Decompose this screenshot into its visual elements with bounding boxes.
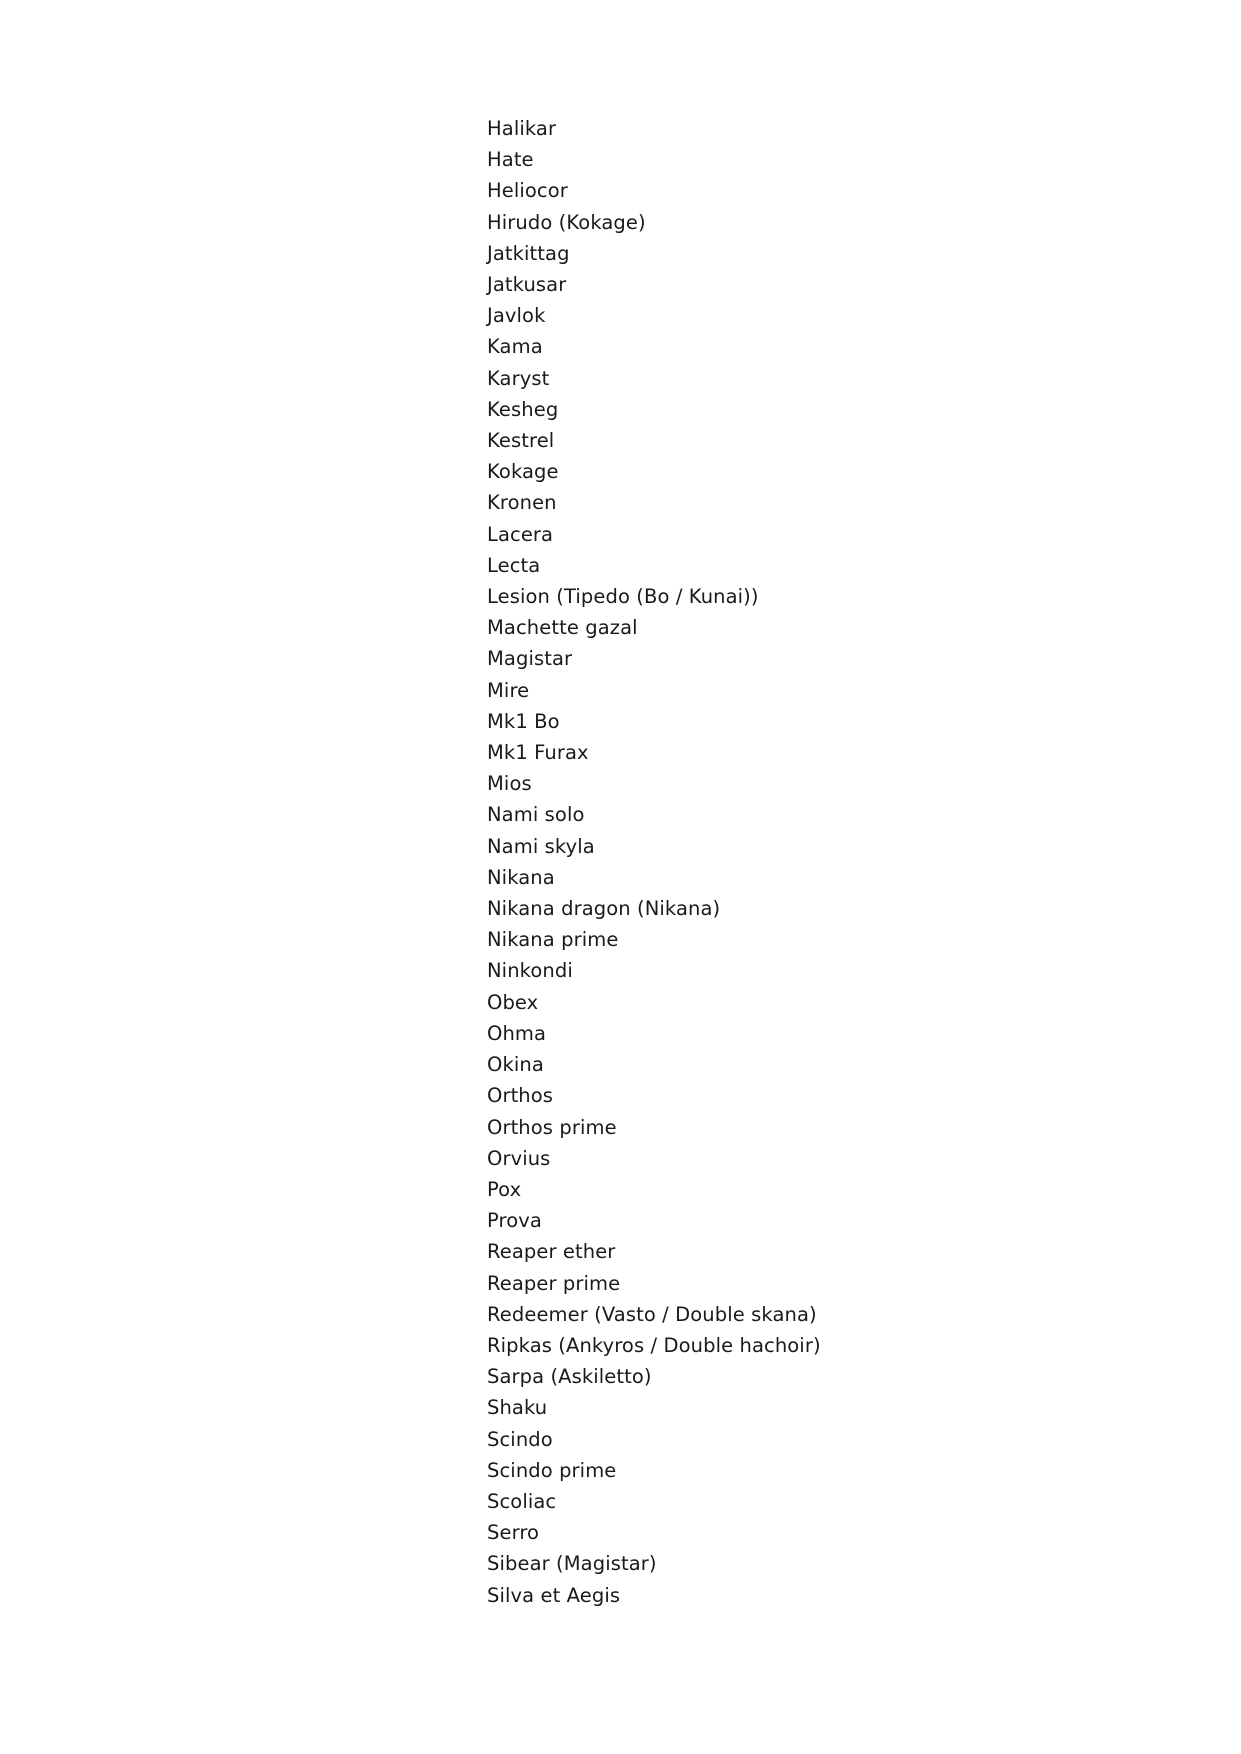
list-item: Scindo prime <box>487 1458 617 1482</box>
list-item: Lacera <box>487 522 554 546</box>
list-item: Mire <box>487 678 530 702</box>
list-item: Jatkusar <box>487 273 567 297</box>
list-item: Karyst <box>487 366 550 390</box>
list-item: Reaper ether <box>487 1240 616 1264</box>
list-item: Heliocor <box>487 179 568 203</box>
list-item: Sarpa (Askiletto) <box>487 1365 652 1389</box>
list-item: Halikar <box>487 117 557 140</box>
list-item: Silva et Aegis <box>487 1583 621 1607</box>
list-item: Magistar <box>487 647 573 671</box>
list-item: Jatkittag <box>487 241 570 265</box>
list-item: Orthos <box>487 1084 554 1108</box>
list-item: Orthos prime <box>487 1115 617 1139</box>
list-item: Scoliac <box>487 1489 557 1513</box>
list-item: Ripkas (Ankyros / Double hachoir) <box>487 1333 821 1357</box>
list-item: Lecta <box>487 553 541 577</box>
list-item: Nikana dragon (Nikana) <box>487 897 721 921</box>
list-item: Mk1 Furax <box>487 741 589 765</box>
list-item: Javlok <box>487 304 546 328</box>
list-item: Obex <box>487 990 539 1014</box>
list-item: Mk1 Bo <box>487 709 560 733</box>
list-item: Prova <box>487 1209 542 1233</box>
list-item: Nami skyla <box>487 834 595 858</box>
list-item: Hate <box>487 148 534 172</box>
list-item: Lesion (Tipedo (Bo / Kunai)) <box>487 585 759 609</box>
weapon-list <box>487 113 1147 1611</box>
list-item: Machette gazal <box>487 616 638 640</box>
list-item: Serro <box>487 1521 540 1545</box>
list-item: Kokage <box>487 460 559 484</box>
list-item: Ohma <box>487 1021 547 1045</box>
list-item: Okina <box>487 1053 544 1077</box>
list-item: Pox <box>487 1177 522 1201</box>
list-item: Kesheg <box>487 397 559 421</box>
list-item: Nami solo <box>487 803 585 827</box>
list-item: Orvius <box>487 1146 551 1170</box>
list-item: Shaku <box>487 1396 548 1420</box>
list-item: Hirudo (Kokage) <box>487 210 646 234</box>
list-item: Kronen <box>487 491 557 515</box>
list-item: Scindo <box>487 1427 553 1451</box>
list-item: Reaper prime <box>487 1271 621 1295</box>
list-item: Nikana <box>487 865 555 889</box>
list-item: Nikana prime <box>487 928 619 952</box>
list-item: Kestrel <box>487 429 555 453</box>
list-item: Sibear (Magistar) <box>487 1552 657 1576</box>
list-item: Redeemer (Vasto / Double skana) <box>487 1302 817 1326</box>
list-item: Mios <box>487 772 532 796</box>
list-item: Ninkondi <box>487 959 573 983</box>
list-item: Kama <box>487 335 543 359</box>
